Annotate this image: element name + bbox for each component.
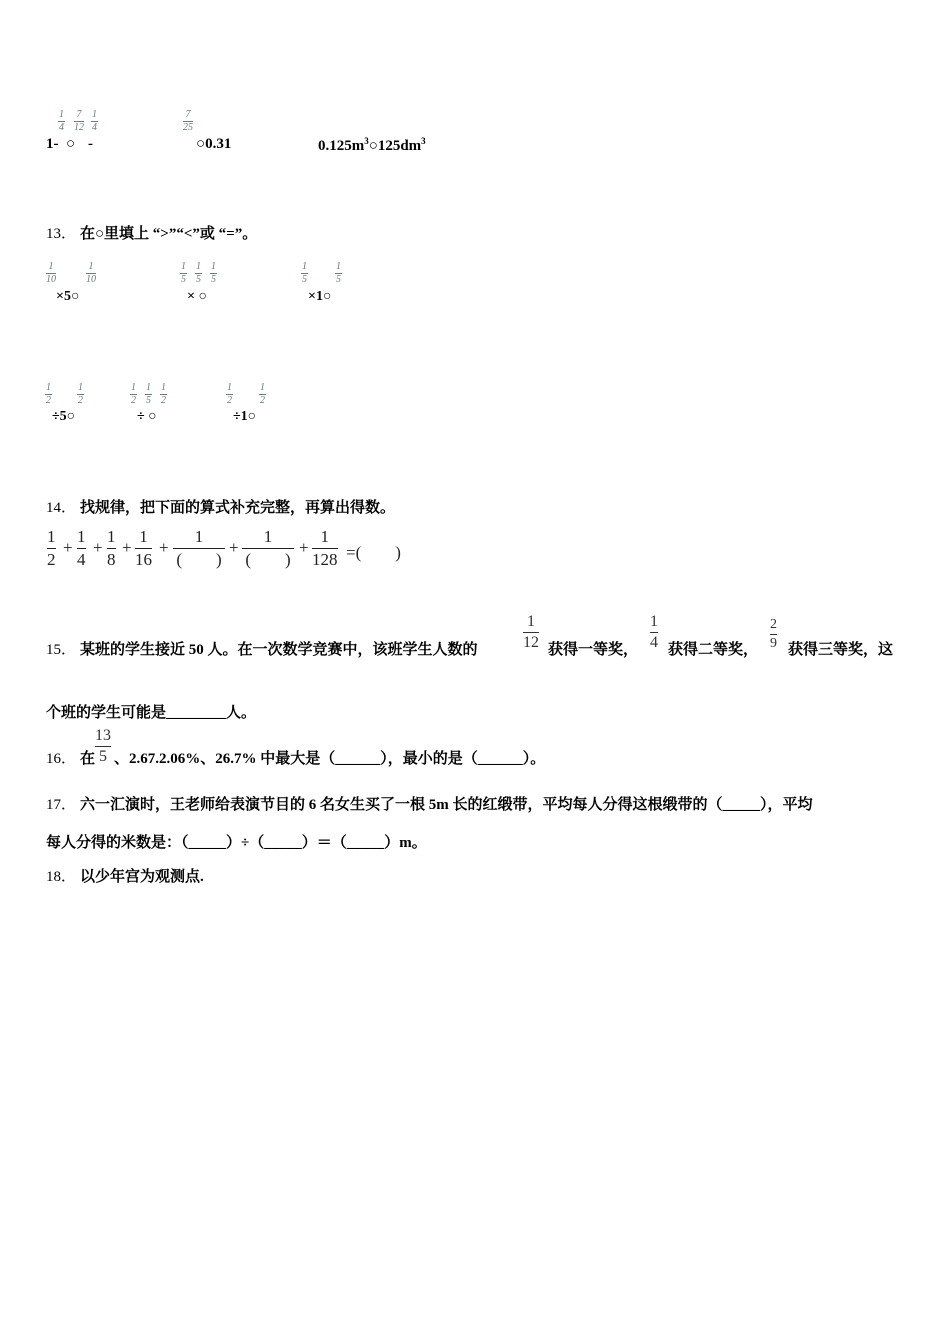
question-text-line1: 六一汇演时，王老师给表演节目的 6 名女生买了一根 5m 长的红缎带，平均每人分得这根缎带的（_____），平均 (80, 797, 813, 813)
question-number: 18． (46, 869, 77, 885)
sup-right: 3 (421, 136, 426, 146)
question-text-part2: 获得一等奖， (548, 642, 639, 658)
fraction: 1 2 (161, 382, 166, 406)
fraction-1-12: 1 12 (523, 613, 539, 651)
volume-left: 0.125m (318, 138, 365, 154)
plus-sign: + (229, 538, 239, 557)
fraction-2-9: 2 9 (770, 617, 777, 651)
question-prefix: 在 (80, 751, 96, 767)
plus-sign: + (63, 538, 73, 557)
result-blank[interactable]: =( ) (346, 543, 401, 562)
question-text: 找规律，把下面的算式补充完整，再算出得数。 (80, 500, 396, 516)
fraction: 1 2 (260, 382, 265, 406)
fraction: 1 5 (336, 261, 341, 285)
fraction: 1 10 (86, 261, 96, 285)
question-text: 、2.67.2.06%、26.7% 中最大是（______），最小的是（______）。 (114, 751, 546, 767)
question-text-line2: 个班的学生可能是________人。 (46, 705, 257, 721)
fraction: 1 2 (46, 382, 51, 406)
prefix-1-minus: 1- (46, 136, 59, 152)
fraction-7-12: 7 12 (74, 109, 84, 133)
question-text-part1: 某班的学生接近 50 人。在一次数学竞赛中，该班学生人数的 (80, 642, 478, 658)
operator-text[interactable]: ÷5○ (52, 409, 76, 424)
term-fraction-blank[interactable]: 1 ( ) (242, 528, 294, 569)
minus-sign: - (88, 136, 93, 152)
question-number: 13． (46, 226, 77, 242)
fraction: 1 5 (211, 261, 216, 285)
compare-circle-3[interactable]: ○ (368, 138, 378, 154)
question-number: 16． (46, 751, 77, 767)
compare-circle[interactable]: ○ (66, 136, 76, 152)
plus-sign: + (93, 538, 103, 557)
fraction: 1 2 (131, 382, 136, 406)
term-fraction: 1 16 (135, 527, 152, 569)
operator-text[interactable]: × ○ (187, 289, 207, 304)
question-text-line2: 每人分得的米数是：（_____）÷（_____）＝（_____）m。 (46, 835, 427, 851)
operator-text[interactable]: ×1○ (308, 289, 332, 304)
operator-text[interactable]: ÷ ○ (137, 409, 157, 424)
fraction: 1 5 (196, 261, 201, 285)
fraction: 1 5 (146, 382, 151, 406)
question-text-part3: 获得二等奖， (668, 642, 759, 658)
operator-text[interactable]: ×5○ (56, 289, 80, 304)
volume-right: 125dm (377, 138, 422, 154)
question-number: 17． (46, 797, 77, 813)
question-number: 14． (46, 500, 77, 516)
fraction-7-25: 7 25 (183, 109, 193, 133)
fraction: 1 5 (181, 261, 186, 285)
value-0-31: 0.31 (205, 136, 232, 152)
fraction-13-5: 13 5 (95, 727, 111, 765)
term-fraction: 1 8 (107, 527, 116, 569)
compare-circle-2-symbol[interactable]: ○ (196, 136, 206, 152)
question-text-part4: 获得三等奖，这 (788, 642, 894, 658)
compare-circle-2 (196, 136, 231, 153)
term-fraction: 1 4 (77, 527, 86, 569)
plus-sign: + (122, 538, 132, 557)
plus-sign: + (159, 538, 169, 557)
fraction: 1 2 (227, 382, 232, 406)
sup-left: 3 (364, 136, 369, 146)
fraction-1-4: 1 4 (650, 613, 658, 651)
term-fraction-blank[interactable]: 1 ( ) (173, 528, 225, 569)
question-text: 以少年宫为观测点. (80, 869, 204, 885)
plus-sign: + (299, 538, 309, 557)
term-fraction: 1 128 (312, 527, 338, 569)
fraction: 1 2 (78, 382, 83, 406)
operator-text[interactable]: ÷1○ (233, 409, 257, 424)
fraction-1-4-b: 1 4 (92, 109, 97, 133)
question-text: 在○里填上 “>”“<”或 “=”。 (80, 226, 258, 242)
fraction: 1 10 (46, 261, 56, 285)
term-fraction: 1 2 (47, 527, 56, 569)
fraction-1-4: 1 4 (59, 109, 64, 133)
question-number: 15． (46, 642, 77, 658)
fraction: 1 5 (302, 261, 307, 285)
volume-comparison (318, 136, 426, 155)
